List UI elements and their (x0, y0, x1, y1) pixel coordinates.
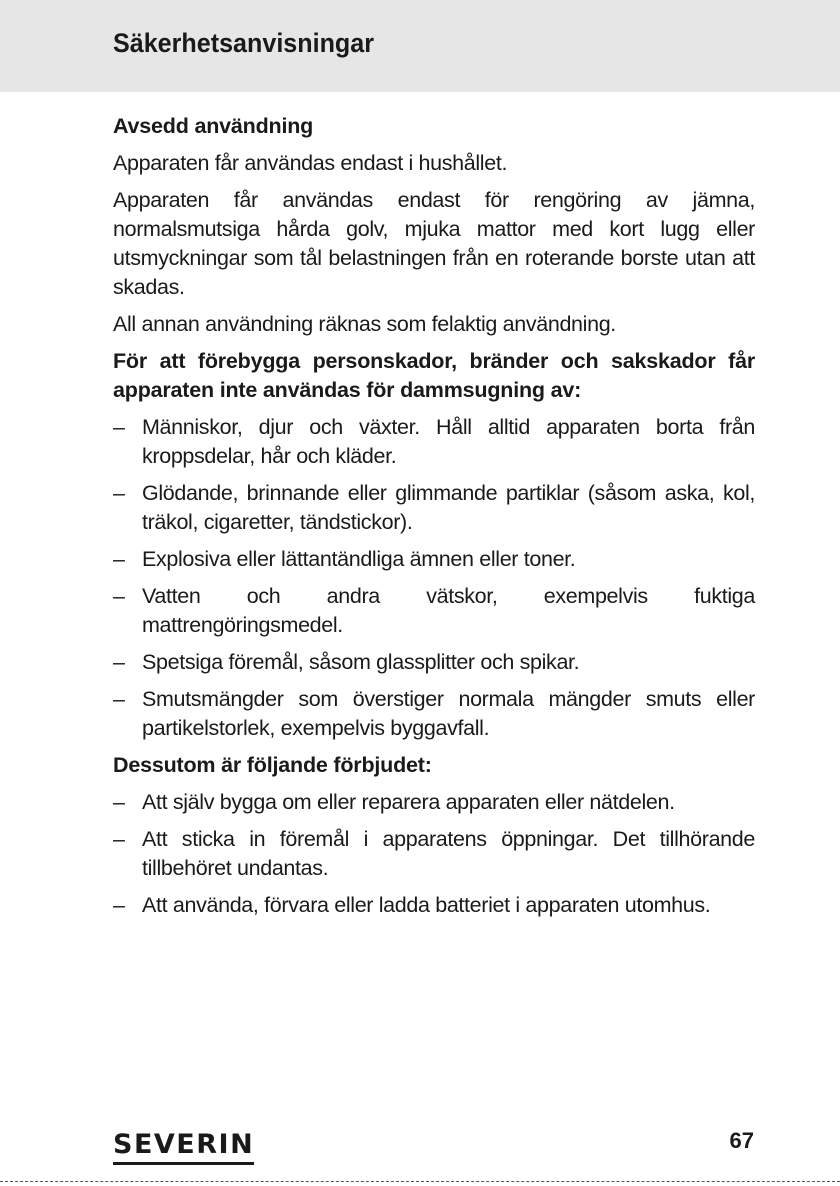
list-item (113, 825, 755, 883)
warning-lead: För att förebygga personskador, bränder och sakskador får apparaten inte användas för dammsugning av: (113, 349, 755, 402)
list-item (113, 413, 755, 471)
list-item-text: Vatten och andra vätskor, exempelvis fuktiga mattrengöringsmedel. (142, 584, 755, 637)
prohibited-actions-list (113, 788, 755, 920)
dash-marker: – (113, 415, 125, 439)
list-item (113, 891, 755, 920)
forbidden-items-list (113, 413, 755, 743)
dash-marker: – (113, 687, 125, 711)
content-body (113, 112, 755, 928)
page-number: 67 (729, 1128, 754, 1153)
dash-marker: – (113, 893, 125, 917)
list-item (113, 685, 755, 743)
dash-marker: – (113, 650, 125, 674)
list-item (113, 788, 755, 817)
list-item-text: Smutsmängder som överstiger normala mängder smuts eller partikelstorlek, exempelvis byggavfall. (142, 687, 755, 740)
dash-marker: – (113, 584, 125, 608)
header-band (0, 0, 840, 92)
paragraph: Apparaten får användas endast i hushållet. (113, 151, 508, 175)
list-item-text: Att själv bygga om eller reparera apparaten eller nätdelen. (142, 790, 675, 814)
paragraph: All annan användning räknas som felaktig användning. (113, 312, 616, 336)
list-item-text: Spetsiga föremål, såsom glassplitter och spikar. (142, 650, 580, 674)
section-heading-prohibited: Dessutom är följande förbjudet: (113, 753, 432, 777)
page-title: Säkerhetsanvisningar (113, 28, 374, 58)
list-item-text: Människor, djur och växter. Håll alltid apparaten borta från kroppsdelar, hår och kläder. (142, 415, 755, 468)
section-heading-intended-use: Avsedd användning (113, 114, 314, 138)
list-item-text: Explosiva eller lättantändliga ämnen eller toner. (142, 547, 576, 571)
list-item (113, 582, 755, 640)
dash-marker: – (113, 790, 125, 814)
list-item-text: Att använda, förvara eller ladda batteriet i apparaten utomhus. (142, 893, 711, 917)
dash-marker: – (113, 827, 125, 851)
dash-marker: – (113, 547, 125, 571)
bottom-divider (0, 1181, 840, 1182)
dash-marker: – (113, 481, 125, 505)
severin-logo: SEVERIN (113, 1130, 254, 1165)
list-item-text: Glödande, brinnande eller glimmande partiklar (såsom aska, kol, träkol, cigaretter, tändstickor). (142, 481, 755, 534)
list-item (113, 545, 755, 574)
list-item-text: Att sticka in föremål i apparatens öppningar. Det tillhörande tillbehöret undantas. (142, 827, 755, 880)
list-item (113, 648, 755, 677)
paragraph: Apparaten får användas endast för rengöring av jämna, normalsmutsiga hårda golv, mjuka mattor med kort lugg eller utsmyckningar som tål belastningen från en roterande borste utan att skadas. (113, 188, 755, 299)
list-item (113, 479, 755, 537)
